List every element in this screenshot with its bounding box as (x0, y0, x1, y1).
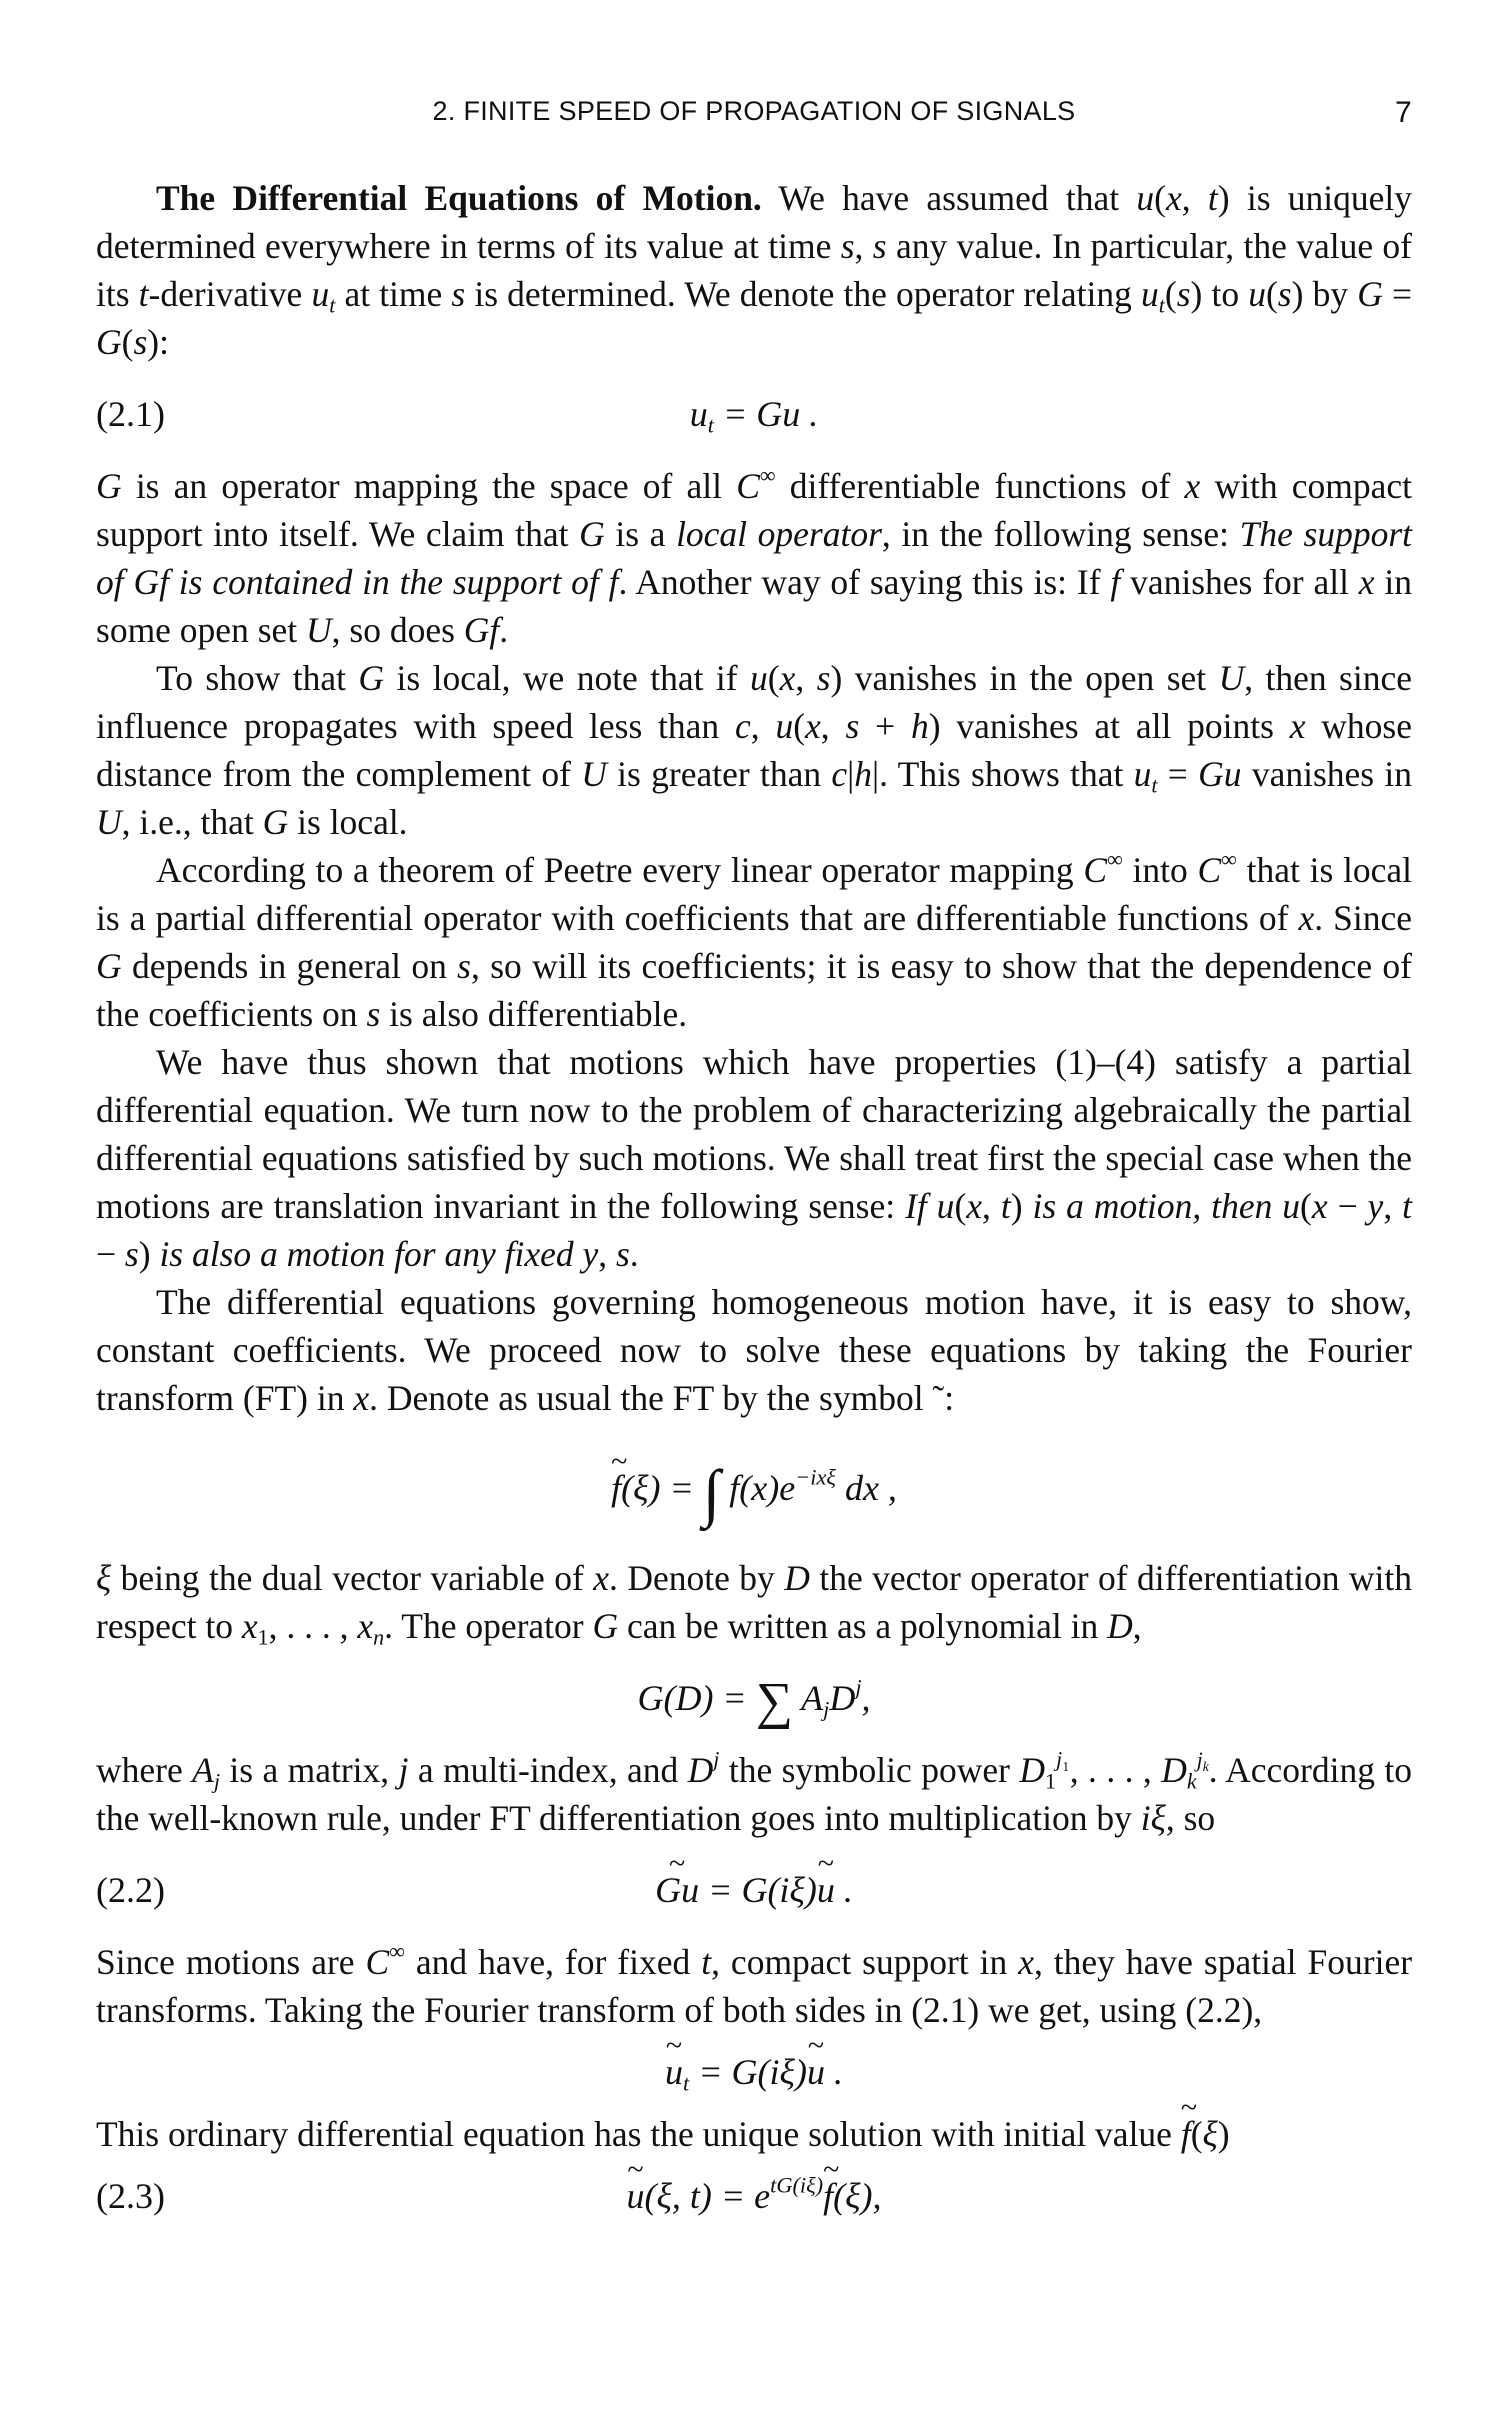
paragraph-1: The Differential Equations of Motion. We have assumed that u(x, t) is uniquely determined everywhere in terms of its value at time s, s any value. In particular, the value of its t-derivative $u_t$ at time s is determined. We denote the operator relating $u_t(s)$ to u(s) by G = G(s): (96, 178, 1413, 362)
paragraph-2: G is an operator mapping the space of all C∞ differentiable functions of x with compact support into itself. We claim that G is a local operator, in the following sense: The support of Gf is contained in the support of f. Another way of saying this is: If f vanishes for all x in some open set U, so does Gf. (96, 462, 1413, 650)
equation-number: (2.2) (96, 1870, 165, 1910)
paragraph-4: According to a theorem of Peetre every linear operator mapping C∞ into C∞ that is local is a partial differential operator with coefficients that are differentiable functions of x. Since G depends in general on s, so will its coefficients; it is easy to show that the dependence of the coefficients on s is also differentiable. (96, 846, 1412, 1034)
paragraph-3: To show that G is local, we note that if u(x, s) vanishes in the open set U, then since influence propagates with speed less than c, u(x, s + h) vanishes at all points x whose distance from the complement of U is greater than c|h|. This shows that $u_t = Gu$ vanishes in U, i.e., that G is local. (96, 658, 1412, 842)
equation-body: $u_t = Gu$ . (689, 394, 819, 438)
equation-body: ~ u(ξ, $t) = e^{tG(i\xi)}\sim$ f(ξ), (96, 2172, 1412, 2220)
paragraph-10: This ordinary differential equation has the unique solution with initial value ~ f(ξ) (96, 2110, 1412, 2158)
equation-polynomial-g (96, 1656, 1412, 1740)
page (96, 88, 1412, 2244)
equation-number: (2.1) (96, 394, 165, 434)
equation-2-3 (96, 2172, 1412, 2220)
equation-fourier-transform (96, 1446, 1412, 1530)
equation-2-2 (96, 1866, 1412, 1914)
paragraph-7: ξ being the dual vector variable of x. Denote by D the vector operator of differentiation with respect to $x_1$, . . . , $x_n$. The operator G can be written as a polynomial in D, (96, 1558, 1413, 1650)
paragraph-9: Since motions are C∞ and have, for fixed t, compact support in x, they have spatial Fourier transforms. Taking the Fourier transform of both sides in (2.1) we get, using (2.2), (96, 1938, 1413, 2030)
equation-body: ~ Gu = G(iξ)~ u . (96, 1866, 1412, 1914)
running-title: 2. FINITE SPEED OF PROPAGATION OF SIGNALS (432, 96, 1076, 126)
equation-body: G(D) = ∑ $A_jD^j$, (637, 1673, 871, 1730)
paragraph-8: where $A_j$ is a matrix, j a multi-index, and $D^j$ the symbolic power $D_1^{j_1}$, . . . , $D_k^{j_k}$. According to the well-known rule, under FT differentiation goes into multiplication by iξ, so (96, 1746, 1412, 1838)
equation-2-1 (96, 390, 1412, 438)
paragraph-6: The differential equations governing homogeneous motion have, it is easy to show, constant coefficients. We proceed now to solve these equations by taking the Fourier transform (FT) in x. Denote as usual the FT by the symbol ˜: (96, 1282, 1412, 1418)
page-number: 7 (1395, 96, 1412, 129)
equation-body: ~ f(ξ) = ∫ $f(x)e^{-ix\xi}$ dx , (96, 1446, 1412, 1535)
section-heading: The Differential Equations of Motion. (156, 178, 762, 218)
equation-ut-transform (96, 2048, 1412, 2096)
running-header (96, 88, 1412, 138)
equation-number: (2.3) (96, 2176, 165, 2216)
equation-body: ~ $u_t$ = G(iξ)~ u . (96, 2048, 1412, 2096)
paragraph-5: We have thus shown that motions which have properties (1)–(4) satisfy a partial differential equation. We turn now to the problem of characterizing algebraically the partial differential equations satisfied by such motions. We shall treat first the special case when the motions are translation invariant in the following sense: If u(x, t) is a motion, then u(x − y, t − s) is also a motion for any fixed y, s. (96, 1042, 1413, 1274)
